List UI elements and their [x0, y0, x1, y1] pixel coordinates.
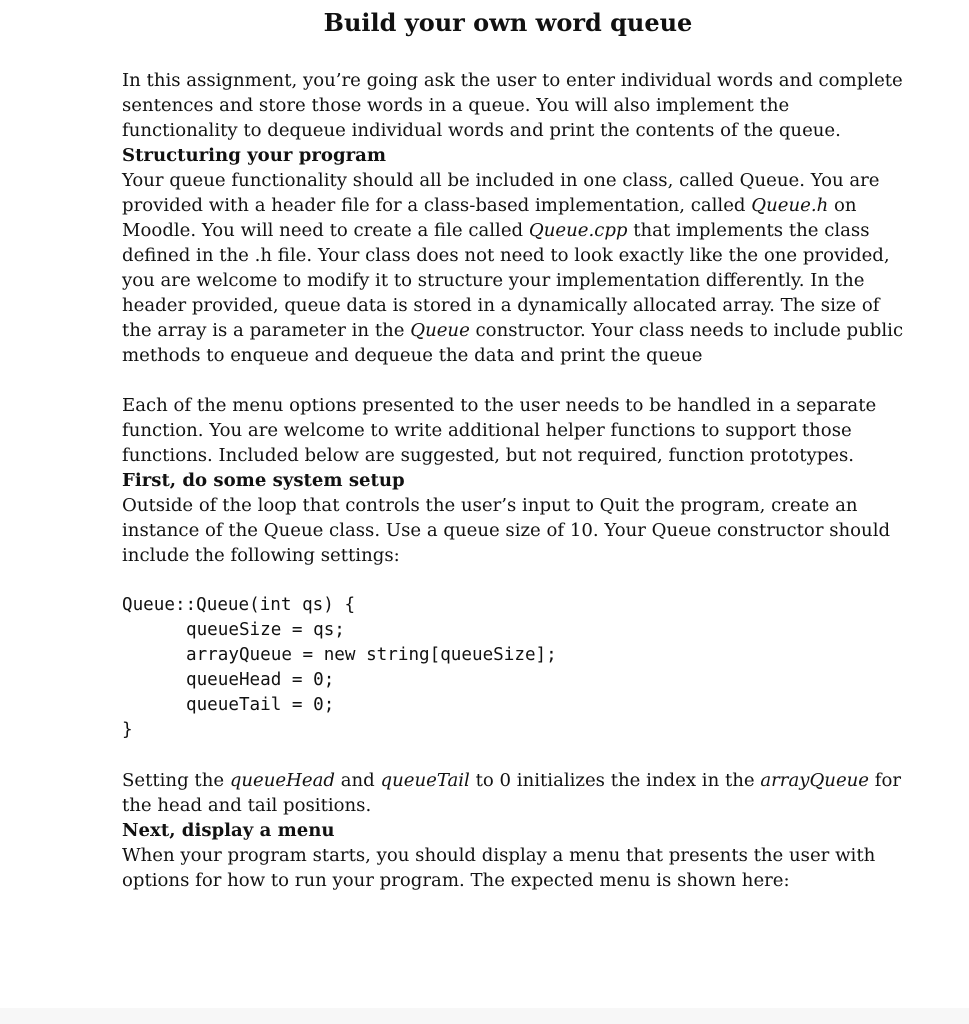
italic-term: Queue.cpp: [528, 220, 628, 241]
intro-line: functionality to dequeue individual words and print the contents of the queue.: [122, 120, 841, 141]
menu-intro-line: When your program starts, you should display a menu that presents the user with: [122, 845, 876, 866]
page-bottom-strip: [0, 1008, 969, 1024]
intro-line: sentences and store those words in a queue. You will also implement the: [122, 95, 790, 116]
paragraph-line: [122, 318, 912, 343]
section-heading-setup: First, do some system setup: [122, 470, 405, 491]
menu-para-line: functions. Included below are suggested, but not required, function prototypes.: [122, 445, 855, 466]
text-run: that implements the class: [627, 220, 870, 241]
section-heading-structuring: Structuring your program: [122, 145, 387, 166]
paragraph-line: [122, 218, 912, 243]
paragraph-line: [122, 793, 912, 818]
paragraph-line: [122, 343, 912, 368]
text-run: the head and tail positions.: [122, 795, 372, 816]
code-line: Queue::Queue(int qs) {: [122, 595, 356, 615]
setting-paragraph: [122, 768, 912, 818]
text-run: you are welcome to modify it to structure your implementation differently. In the: [122, 270, 865, 291]
text-run: methods to enqueue and dequeue the data and print the queue: [122, 345, 703, 366]
text-run: on: [828, 195, 857, 216]
italic-term: Queue: [410, 320, 470, 341]
menu-intro-line: options for how to run your program. The expected menu is shown here:: [122, 870, 790, 891]
code-line: queueTail = 0;: [186, 695, 335, 715]
text-run: Moodle. You will need to create a file called: [122, 220, 529, 241]
text-run: constructor. Your class needs to include public: [469, 320, 904, 341]
structuring-paragraph: [122, 168, 912, 368]
code-line: queueHead = 0;: [186, 670, 335, 690]
text-run: Setting the: [122, 770, 230, 791]
document-body: [122, 68, 912, 893]
text-run: the array is a parameter in the: [122, 320, 411, 341]
paragraph-line: [122, 768, 912, 793]
intro-line: In this assignment, you’re going ask the user to enter individual words and complete: [122, 70, 903, 91]
text-run: and: [334, 770, 381, 791]
paragraph-line: [122, 268, 912, 293]
setup-line: Outside of the loop that controls the user’s input to Quit the program, create an: [122, 495, 858, 516]
paragraph-line: [122, 168, 912, 193]
setup-line: instance of the Queue class. Use a queue size of 10. Your Queue constructor should: [122, 520, 891, 541]
setup-line: include the following settings:: [122, 545, 400, 566]
page-title: Build your own word queue: [323, 8, 693, 37]
text-run: to 0 initializes the index in the: [469, 770, 761, 791]
paragraph-line: [122, 193, 912, 218]
menu-paragraph: [122, 393, 912, 468]
menu-para-line: Each of the menu options presented to the user needs to be handled in a separate: [122, 395, 877, 416]
code-block: [122, 593, 912, 743]
menu-para-line: function. You are welcome to write additional helper functions to support those: [122, 420, 852, 441]
italic-term: arrayQueue: [760, 770, 870, 791]
text-run: header provided, queue data is stored in a dynamically allocated array. The size of: [122, 295, 880, 316]
section-heading-menu: Next, display a menu: [122, 820, 335, 841]
text-run: Your queue functionality should all be included in one class, called Queue. You are: [122, 170, 880, 191]
italic-term: queueHead: [229, 770, 335, 791]
code-line: arrayQueue = new string[queueSize];: [186, 645, 557, 665]
text-run: provided with a header file for a class-based implementation, called: [122, 195, 752, 216]
text-run: defined in the .h file. Your class does not need to look exactly like the one provided,: [122, 245, 890, 266]
paragraph-line: [122, 293, 912, 318]
italic-term: Queue.h: [751, 195, 829, 216]
code-line: queueSize = qs;: [186, 620, 345, 640]
text-run: for: [869, 770, 902, 791]
code-line: }: [122, 720, 133, 740]
italic-term: queueTail: [380, 770, 470, 791]
paragraph-line: [122, 243, 912, 268]
